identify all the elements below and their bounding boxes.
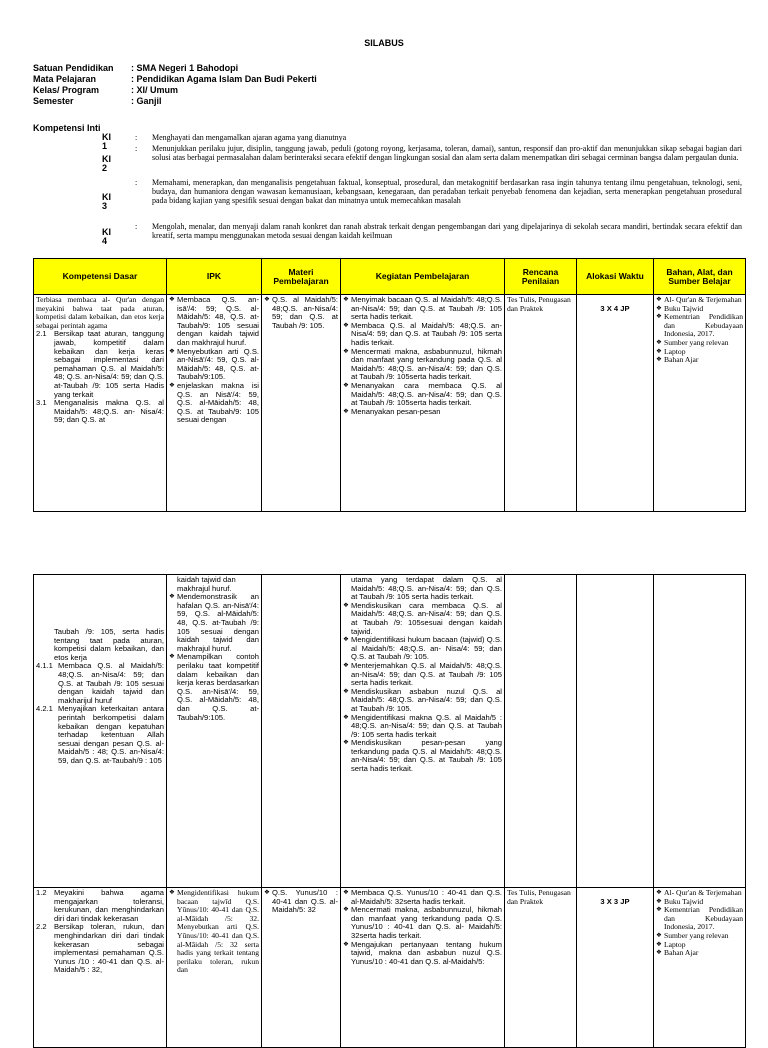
alokasi-cell-2: 3 X 3 JP — [577, 888, 654, 1048]
info-satuan: Satuan Pendidikan : SMA Negeri 1 Bahodopi — [33, 63, 239, 73]
info-mapel: Mata Pelajaran : Pendidikan Agama Islam Dan Budi Pekerti — [33, 74, 317, 84]
penilaian-cell-2: Tes Tulis, Penugasan dan Praktek — [505, 888, 577, 1048]
materi-cell: ❖ Q.S. al Maidah/5: 48;Q.S. an-Nisa/4: 59; dan Q.S. at Taubah /9: 105. — [262, 295, 341, 512]
col-sumber: Bahan, Alat, dan Sumber Belajar — [654, 259, 746, 295]
kegiatan-cell-cont: utama yang terdapat dalam Q.S. al Maidah/5: 48;Q.S. an-Nisa/4: 59; dan Q.S. at Taubah /9: 105 serta hadis terkait. ❖ Mendiskusikan cara membaca Q.S. al Maidah/5: 48;Q.S. an-Nisa/4: 59; dan Q.S. at Taubah /9: 105sesuai dengan kaidah tajwid. ❖ Mengidentifikasi hukum bacaan (tajwid) Q.S. al Maidah/5: 48;Q.S. an- Nisa/4: 59; dan Q.S. at Taubah /9: 105. ❖ Menterjemahkan Q.S. al Maidah/5: 48;Q.S. an-Nisa/4: 59; dan Q.S. at Taubah /9: 105 serta hadis terkait. ❖ Mendiskusikan asbabun nuzul Q.S. al Maidah/5: 48;Q.S. an-Nisa/4: 59; dan Q.S. at Taubah /9: 105. ❖ Mengidentifikasi makna Q.S. al Maidah/5 : 48;Q.S. an-Nisa/4: 59; dan Q.S. at Taubah /9: 105 serta hadis terkait ❖ Mendiskusikan pesan-pesan yang terkandung pada Q.S. al Maidah/5: 48;Q.S. an-Nisa/4: 59; dan Q.S. at Taubah /9: 105 serta hadis terkait. — [341, 575, 505, 888]
ipk-cell-cont: kaidah tajwid dan makhrajul huruf. ❖ Mendemonstrasik an hafalan Q.S. an-Nisā'/4: 59, Q.S. al-Māidah/5: 48, Q.S. at-Taubah /9: 105 sesuai dengan kaidah tajwid dan makhrajul huruf. ❖ Menampilkan contoh perilaku taat kompetitif dalam kebaikan dan kerja keras berdasarkan Q.S. an-Nisā'/4: 59, Q.S. al-Māidah/5: 48, dan Q.S. at-Taubah/9:105. — [167, 575, 262, 888]
info-semester: Semester : Ganjil — [33, 96, 162, 106]
sumber-cell-cont — [654, 575, 746, 888]
ipk-cell-2: ❖ Mengidentifikasi hukum bacaan tajwīd Q.S. Yūnus/10: 40-41 dan Q.S. al-Māidah /5: 32. Menyebutkan arti Q.S. Yūnus/10: 40-41 dan Q.S. al-Māidah /5: 32 serta hadis yang terkait tentang perilaku toleran, rukun dan — [167, 888, 262, 1048]
col-alokasi: Alokasi Waktu — [577, 259, 654, 295]
materi-cell-2: ❖ Q.S. Yunus/10 : 40-41 dan Q.S. al-Maidah/5: 32 — [262, 888, 341, 1048]
ki-heading: Kompetensi Inti — [33, 123, 101, 133]
kd-cell: Terbiasa membaca al- Qur'an dengan meyakini bahwa taat pada aturan, kompetisi dalam kebaikan, dan etos kerja sebagai perintah agama 2.1 Bersikap taat aturan, tanggung jawab, kompetitif dalam kebaikan dan kerja keras sebagai implementasi dari pemahaman Q.S. al Maidah/5: 48; Q.S. an-Nisa/4: 59; dan Q.S. at-Taubah /9: 105 serta Hadis yang terkait 3.1 Menganalisis makna Q.S. al Maidah/5: 48;Q.S. an- Nisa/4: 59; dan Q.S. at — [34, 295, 167, 512]
penilaian-cell: Tes Tulis, Penugasan dan Praktek — [505, 295, 577, 512]
col-ipk: IPK — [167, 259, 262, 295]
alokasi-cell: 3 X 4 JP — [577, 295, 654, 512]
col-kegiatan: Kegiatan Pembelajaran — [341, 259, 505, 295]
col-materi: Materi Pembelajaran — [262, 259, 341, 295]
ipk-cell: ❖ Membaca Q.S. an- isā'/4: 59; Q.S. al-Māidah/5: 48, Q.S. at-Taubah/9: 105 sesuai dengan kaidah tajwid dan makhrajul huruf. ❖ Menyebutkan arti Q.S. an-Nisā'/4: 59, Q.S. al-Māidah/5: 48, Q.S. at-Taubah/9:105. ❖ enjelaskan makna isi Q.S. an Nisā'/4: 59, Q.S. al-Māidah/5: 48, Q.S. at Taubah/9: 105 sesuai dengan — [167, 295, 262, 512]
penilaian-cell-cont — [505, 575, 577, 888]
kegiatan-cell: ❖ Menyimak bacaan Q.S. al Maidah/5: 48;Q.S. an-Nisa/4: 59; dan Q.S. at Taubah /9: 105 serta hadis terkait. ❖ Membaca Q.S. al Maidah/5: 48;Q.S. an- Nisa/4: 59; dan Q.S. at Taubah /9: 105 serta hadis terkait. ❖ Mencermati makna, asbabunnuzul, hikmah dan manfaat yang terkandung pada Q.S. al Maidah/5: 48;Q.S. an-Nisa/4: 59; dan Q.S. at Taubah /9: 105serta hadis terkait. ❖ Menanyakan cara membaca Q.S. al Maidah/5: 48;Q.S. an-Nisa/4: 59; dan Q.S. at Taubah /9: 105serta hadis terkait. ❖ Menanyakan pesan-pesan — [341, 295, 505, 512]
document-title: SILABUS — [364, 38, 404, 48]
materi-cell-cont — [262, 575, 341, 888]
syllabus-table-2 — [33, 574, 746, 1048]
sumber-cell: ❖ Al- Qur'an & Terjemahan ❖ Buku Tajwid ❖ Kementrian Pendidikan dan Kebudayaan Indonesia, 2017. ❖ Sumber yang relevan ❖ Laptop ❖ Bahan Ajar — [654, 295, 746, 512]
alokasi-cell-cont — [577, 575, 654, 888]
sumber-cell-2: ❖ Al- Qur'an & Terjemahan ❖ Buku Tajwid ❖ Kementrian Pendidikan dan Kebudayaan Indonesia, 2017. ❖ Sumber yang relevan ❖ Laptop ❖ Bahan Ajar — [654, 888, 746, 1048]
kd-cell-2: 1.2 Meyakini bahwa agama mengajarkan toleransi, kerukunan, dan menghindarkan diri dari tindak kekerasan 2.2 Bersikap toleran, rukun, dan menghindarkan diri dari tindak kekerasan sebagai implementasi pemahaman Q.S. Yunus /10 : 40-41 dan Q.S. al-Maidah/5 : 32, — [34, 888, 167, 1048]
syllabus-table-1 — [33, 258, 746, 512]
col-kompetensi-dasar: Kompetensi Dasar — [34, 259, 167, 295]
kegiatan-cell-2: ❖ Membaca Q.S. Yunus/10 : 40-41 dan Q.S. al-Maidah/5: 32serta hadis terkait. ❖ Mencermati makna, asbabunnuzul, hikmah dan manfaat yang terkandung pada Q.S. Yunus/10 : 40-41 dan Q.S. al- Maidah/5: 32serta hadis terkait. ❖ Mengajukan pertanyaan tentang hukum tajwid, makna dan asbabun nuzul Q.S. Yunus/10 : 40-41 dan Q.S. al-Maidah/5: — [341, 888, 505, 1048]
kd-cell-cont: Taubah /9: 105, serta hadis tentang taat pada aturan, kompetisi dalam kebaikan, dan etos kerja 4.1.1 Membaca Q.S. al Maidah/5: 48;Q.S. an-Nisa/4: 59; dan Q.S. at Taubah /9: 105 sesuai dengan kaidah tajwid dan makharijul huruf 4.2.1 Menyajikan keterkaitan antara perintah berkompetisi dalam kebaikan dengan kepatuhan terhadap ketentuan Allah sesuai dengan pesan Q.S. al-Maidah/5 : 48; Q.S. an-Nisa/4: 59, dan Q.S. at-Taubah/9 : 105 — [34, 575, 167, 888]
col-penilaian: Rencana Penilaian — [505, 259, 577, 295]
info-kelas: Kelas/ Program : XI/ Umum — [33, 85, 179, 95]
